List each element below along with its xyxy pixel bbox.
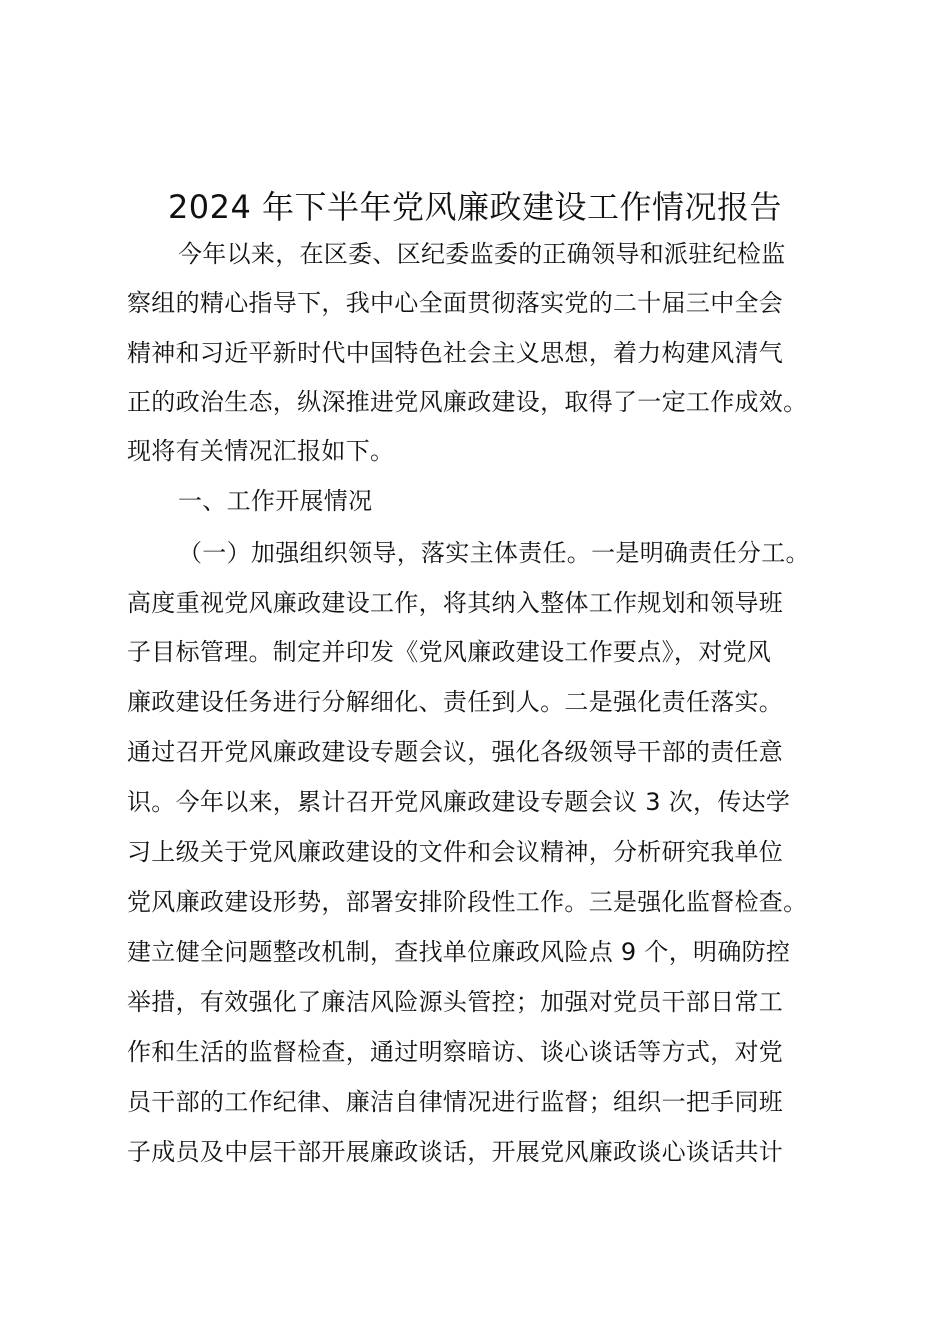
paragraph-line: 子成员及中层干部开展廉政谈话，开展党风廉政谈心谈话共计	[127, 1138, 784, 1166]
paragraph-line: 党风廉政建设形势，部署安排阶段性工作。三是强化监督检查。	[127, 888, 808, 916]
paragraph-line: 现将有关情况汇报如下。	[127, 437, 395, 465]
paragraph-line: 习上级关于党风廉政建设的文件和会议精神，分析研究我单位	[127, 838, 784, 866]
paragraph-line: 通过召开党风廉政建设专题会议，强化各级领导干部的责任意	[127, 738, 784, 766]
paragraph-line: 作和生活的监督检查，通过明察暗访、谈心谈话等方式，对党	[127, 1038, 784, 1066]
paragraph-line: 建立健全问题整改机制，查找单位廉政风险点 9 个，明确防控	[127, 938, 791, 966]
section-heading: 一、工作开展情况	[178, 487, 373, 515]
paragraph-line: 察组的精心指导下，我中心全面贯彻落实党的二十届三中全会	[127, 289, 784, 317]
paragraph-line: （一）加强组织领导，落实主体责任。一是明确责任分工。	[178, 539, 810, 567]
paragraph-line: 员干部的工作纪律、廉洁自律情况进行监督；组织一把手同班	[127, 1088, 784, 1116]
paragraph-line: 子目标管理。制定并印发《党风廉政建设工作要点》，对党风	[127, 638, 772, 666]
paragraph-line: 精神和习近平新时代中国特色社会主义思想，着力构建风清气	[127, 339, 784, 367]
paragraph-line: 举措，有效强化了廉洁风险源头管控；加强对党员干部日常工	[127, 988, 784, 1016]
paragraph-line: 高度重视党风廉政建设工作，将其纳入整体工作规划和领导班	[127, 589, 784, 617]
paragraph-line: 识。今年以来，累计召开党风廉政建设专题会议 3 次，传达学	[127, 788, 791, 816]
paragraph-line: 今年以来，在区委、区纪委监委的正确领导和派驻纪检监	[178, 240, 786, 268]
document-title: 2024 年下半年党风廉政建设工作情况报告	[167, 188, 783, 226]
paragraph-line: 正的政治生态，纵深推进党风廉政建设，取得了一定工作成效。	[127, 388, 808, 416]
paragraph-line: 廉政建设任务进行分解细化、责任到人。二是强化责任落实。	[127, 688, 784, 716]
